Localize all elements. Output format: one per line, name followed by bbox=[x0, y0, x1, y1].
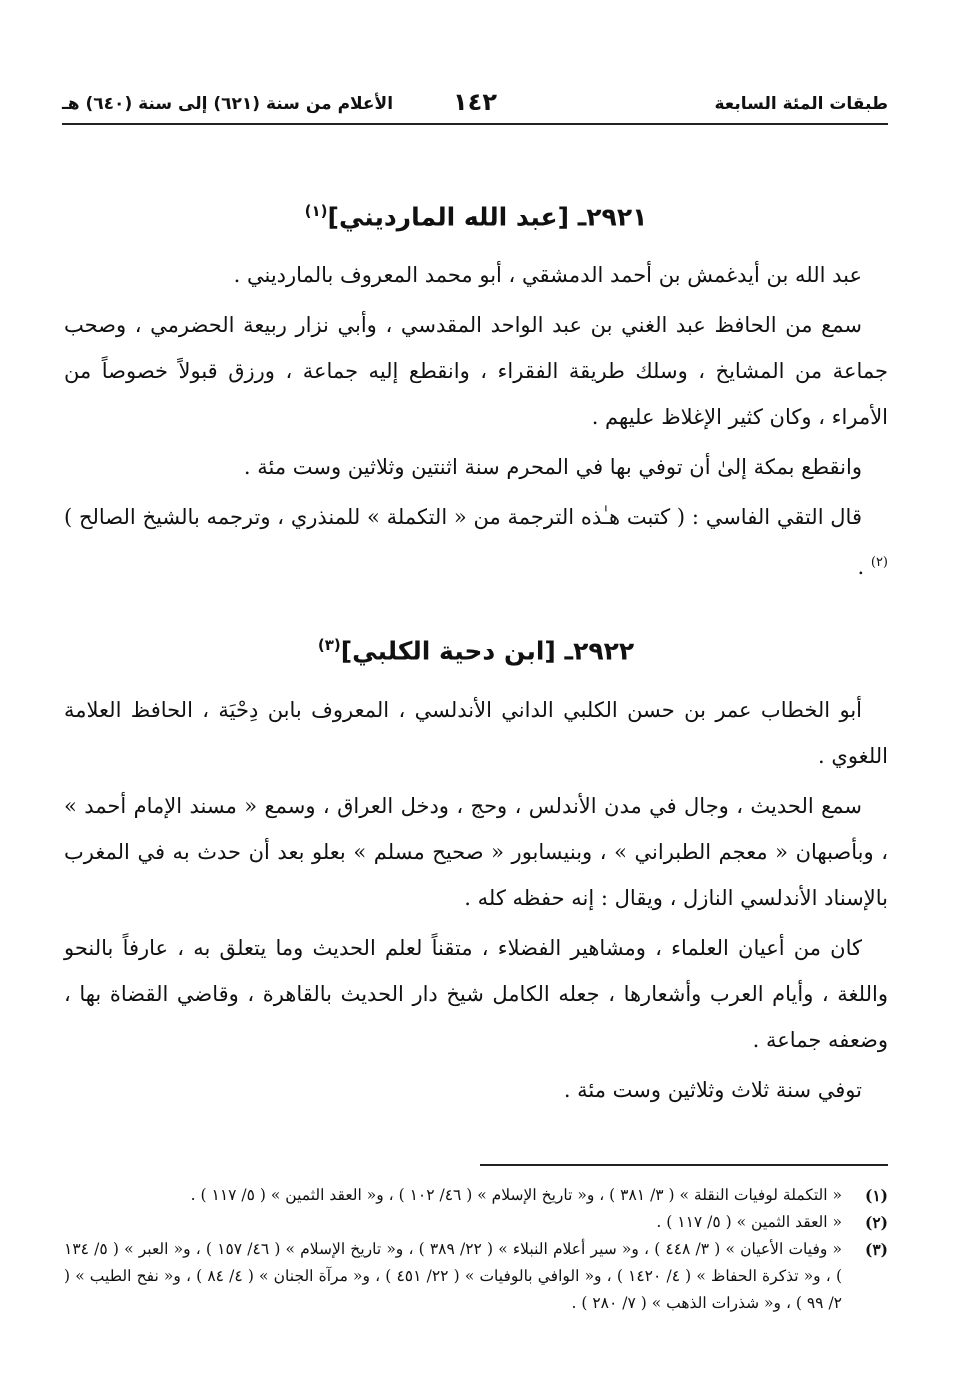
footnote-number: (٣) bbox=[864, 1240, 888, 1259]
entry-paragraph: وانقطع بمكة إلىٰ أن توفي بها في المحرم سنة اثنتين وثلاثين وست مئة . bbox=[243, 455, 862, 480]
page-number: ١٤٢ bbox=[453, 88, 497, 116]
entry-paragraph-quote bbox=[64, 494, 888, 590]
running-header bbox=[62, 84, 888, 124]
footnote-ref: (٢) bbox=[870, 555, 888, 571]
entry-paragraph: كان من أعيان العلماء ، ومشاهير الفضلاء ، متقناً لعلم الحديث وما يتعلق به ، عارفاً بالنحو واللغة ، وأيام العرب وأشعارها ، جعله الكامل شيخ دار الحديث بالقاهرة ، وقاضي القضاة بها ، وضعفه جماعة . bbox=[64, 935, 888, 1052]
entry-paragraph: سمع الحديث ، وجال في مدن الأندلس ، وحج ، ودخل العراق ، وسمع « مسند الإمام أحمد » ، وبأصبهان « معجم الطبراني » ، وبنيسابور « صحيح مسلم » بعلو بعد أن حدث به في المغرب بالإسناد الأندلسي النازل ، ويقال : إنه حفظه كله . bbox=[64, 793, 888, 910]
footnote-text: « التكملة لوفيات النقلة » ( ٣/ ٣٨١ ) ، و« تاريخ الإسلام » ( ٤٦/ ١٠٢ ) ، و« العقد الثمين » ( ٥/ ١١٧ ) . bbox=[190, 1186, 842, 1204]
footnote-number: (٢) bbox=[864, 1213, 888, 1232]
footnotes bbox=[64, 1182, 888, 1317]
entry-paragraph: عبد الله بن أيدغمش بن أحمد الدمشقي ، أبو محمد المعروف بالمارديني . bbox=[233, 263, 862, 288]
entry-paragraph: سمع من الحافظ عبد الغني بن عبد الواحد المقدسي ، وأبي نزار ربيعة الحضرمي ، وصحب جماعة من المشايخ ، وسلك طريقة الفقراء ، وانقطع إليه جماعة ، ورزق قبولاً خصوصاً من الأمراء ، وكان كثير الإغلاظ عليهم . bbox=[64, 313, 888, 430]
footnote-text: « العقد الثمين » ( ٥/ ١١٧ ) . bbox=[656, 1213, 842, 1231]
header-date-range: الأعلام من سنة (٦٢١) إلى سنة (٦٤٠) هـ bbox=[62, 94, 394, 114]
entry-title-text: ٢٩٢٢ـ [ابن دحية الكلبي] bbox=[340, 636, 635, 666]
footnote-text: « وفيات الأعيان » ( ٣/ ٤٤٨ ) ، و« سير أعلام النبلاء » ( ٢٢/ ٣٨٩ ) ، و« تاريخ الإسلام » ( ٤٦/ ١٥٧ ) ، و« العبر » ( ٥/ ١٣٤ ) ، و« تذكرة الحفاظ » ( ٤/ ١٤٢٠ ) ، و« الوافي بالوفيات » ( ٢٢/ ٤٥١ ) ، و« مرآة الجنان » ( ٤/ ٨٤ ) ، و« نفح الطيب » ( ٢/ ٩٩ ) ، و« شذرات الذهب » ( ٧/ ٢٨٠ ) . bbox=[64, 1240, 842, 1312]
entry-paragraph: توفي سنة ثلاث وثلاثين وست مئة . bbox=[563, 1077, 862, 1102]
entry-separator bbox=[64, 594, 888, 622]
footnote bbox=[64, 1182, 888, 1209]
quote-end: . bbox=[857, 555, 871, 580]
footnote-number: (١) bbox=[864, 1186, 888, 1205]
entry-title bbox=[64, 188, 888, 240]
quote-text: قال التقي الفاسي : ( كتبت هـٰذه الترجمة من « التكملة » للمنذري ، وترجمه بالشيخ الصالح ) bbox=[64, 505, 862, 530]
footnote-divider bbox=[480, 1164, 888, 1166]
footnote bbox=[64, 1209, 888, 1236]
footnote-ref: (٣) bbox=[317, 636, 341, 655]
header-section-title: طبقات المئة السابعة bbox=[714, 94, 888, 114]
entry-title bbox=[64, 622, 888, 674]
header-divider bbox=[62, 123, 888, 125]
footnote bbox=[64, 1236, 888, 1317]
entry-title-text: ٢٩٢١ـ [عبد الله المارديني] bbox=[327, 202, 648, 232]
main-text bbox=[64, 188, 888, 1117]
entry-paragraph: أبو الخطاب عمر بن حسن الكلبي الداني الأندلسي ، المعروف بابن دِحْيَة ، الحافظ العلامة اللغوي . bbox=[64, 697, 888, 768]
footnote-ref: (١) bbox=[304, 202, 328, 220]
